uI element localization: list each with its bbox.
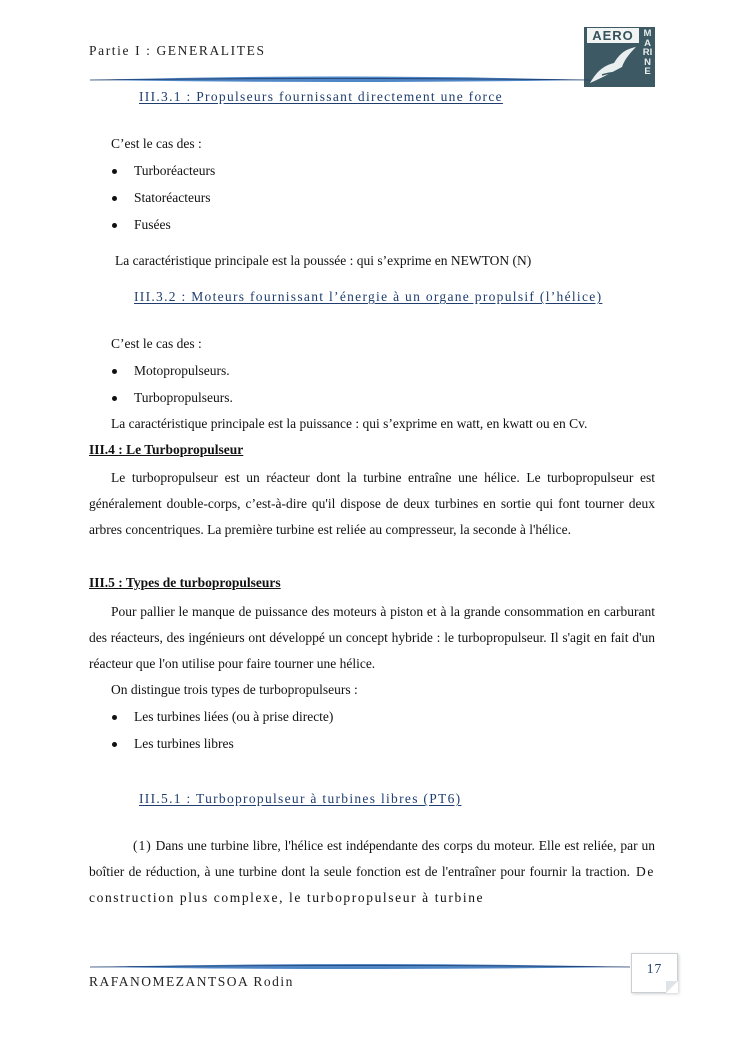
logo-aero-text: AERO <box>587 28 639 43</box>
header-title: Partie I : GENERALITES <box>89 43 266 58</box>
section-3-1-intro: C’est le cas des : <box>111 136 202 151</box>
header-rule <box>90 74 590 86</box>
bullet-icon <box>112 223 117 228</box>
section-3-5-paragraph: Pour pallier le manque de puissance des moteurs à piston et à la grande consommation en carburant des réacteurs, des ingénieurs ont développé un concept hybride : le turbopropulseur. Il s'agit en fait d'un réacteur que l'on utilise pour faire tourner une hélice. <box>89 604 655 671</box>
section-3-4-paragraph: Le turbopropulseur est un réacteur dont la turbine entraîne une hélice. Le turbopropulseur est généralement double-corps, c’est-à-dire qu'il dispose de deux turbines en sortie qui font tourner deux arbres concentriques. La première turbine est reliée au compresseur, la seconde à l'hélice. <box>89 470 655 537</box>
bullet-icon <box>112 169 117 174</box>
bullet-icon <box>112 369 117 374</box>
list-item: Les turbines libres <box>134 736 234 751</box>
page-number: 17 <box>646 961 663 976</box>
bullet-icon <box>112 396 117 401</box>
seagull-icon <box>584 43 642 87</box>
footer-rule <box>90 962 630 972</box>
section-3-5-1-title: III.5.1 : Turbopropulseur à turbines libres (PT6) <box>139 791 462 806</box>
page-number-badge <box>631 953 678 993</box>
footer-author: RAFANOMEZANTSOA Rodin <box>89 974 294 989</box>
list-item: Turboréacteurs <box>134 163 216 178</box>
bullet-icon <box>112 715 117 720</box>
section-3-1-title: III.3.1 : Propulseurs fournissant directement une force <box>139 89 503 104</box>
section-3-2-note: La caractéristique principale est la puissance : qui s’exprime en watt, en kwatt ou en Cv. <box>111 416 588 431</box>
paragraph-main-text: Dans une turbine libre, l'hélice est indépendante des corps du moteur. Elle est reliée, par un boîtier de réduction, à une turbine dont la seule fonction est de l'entraîner pour fournir la traction. <box>89 838 655 879</box>
aeromarine-logo <box>584 27 655 87</box>
list-item: Fusées <box>134 217 171 232</box>
paragraph-marker: (1) <box>133 838 152 853</box>
section-3-5-heading: III.5 : Types de turbopropulseurs <box>89 575 281 590</box>
list-item: Les turbines liées (ou à prise directe) <box>134 709 334 724</box>
list-item: Statoréacteurs <box>134 190 211 205</box>
section-3-2-intro: C’est le cas des : <box>111 336 202 351</box>
section-3-5-1-paragraph <box>89 833 655 911</box>
list-item: Turbopropulseurs. <box>134 390 233 405</box>
bullet-icon <box>112 196 117 201</box>
page-curl-icon <box>666 981 678 993</box>
section-3-4-heading: III.4 : Le Turbopropulseur <box>89 442 244 457</box>
section-3-5-intro: On distingue trois types de turbopropulseurs : <box>111 682 358 697</box>
section-3-1-note: La caractéristique principale est la poussée : qui s’exprime en NEWTON (N) <box>115 253 532 268</box>
logo-marine-text: MARINE <box>642 28 653 77</box>
list-item: Motopropulseurs. <box>134 363 230 378</box>
bullet-icon <box>112 742 117 747</box>
section-3-2-title: III.3.2 : Moteurs fournissant l’énergie à un organe propulsif (l’hélice) <box>134 289 603 304</box>
paragraph-tail-text: De construction plus complexe, le turbopropulseur à turbine <box>89 864 655 905</box>
